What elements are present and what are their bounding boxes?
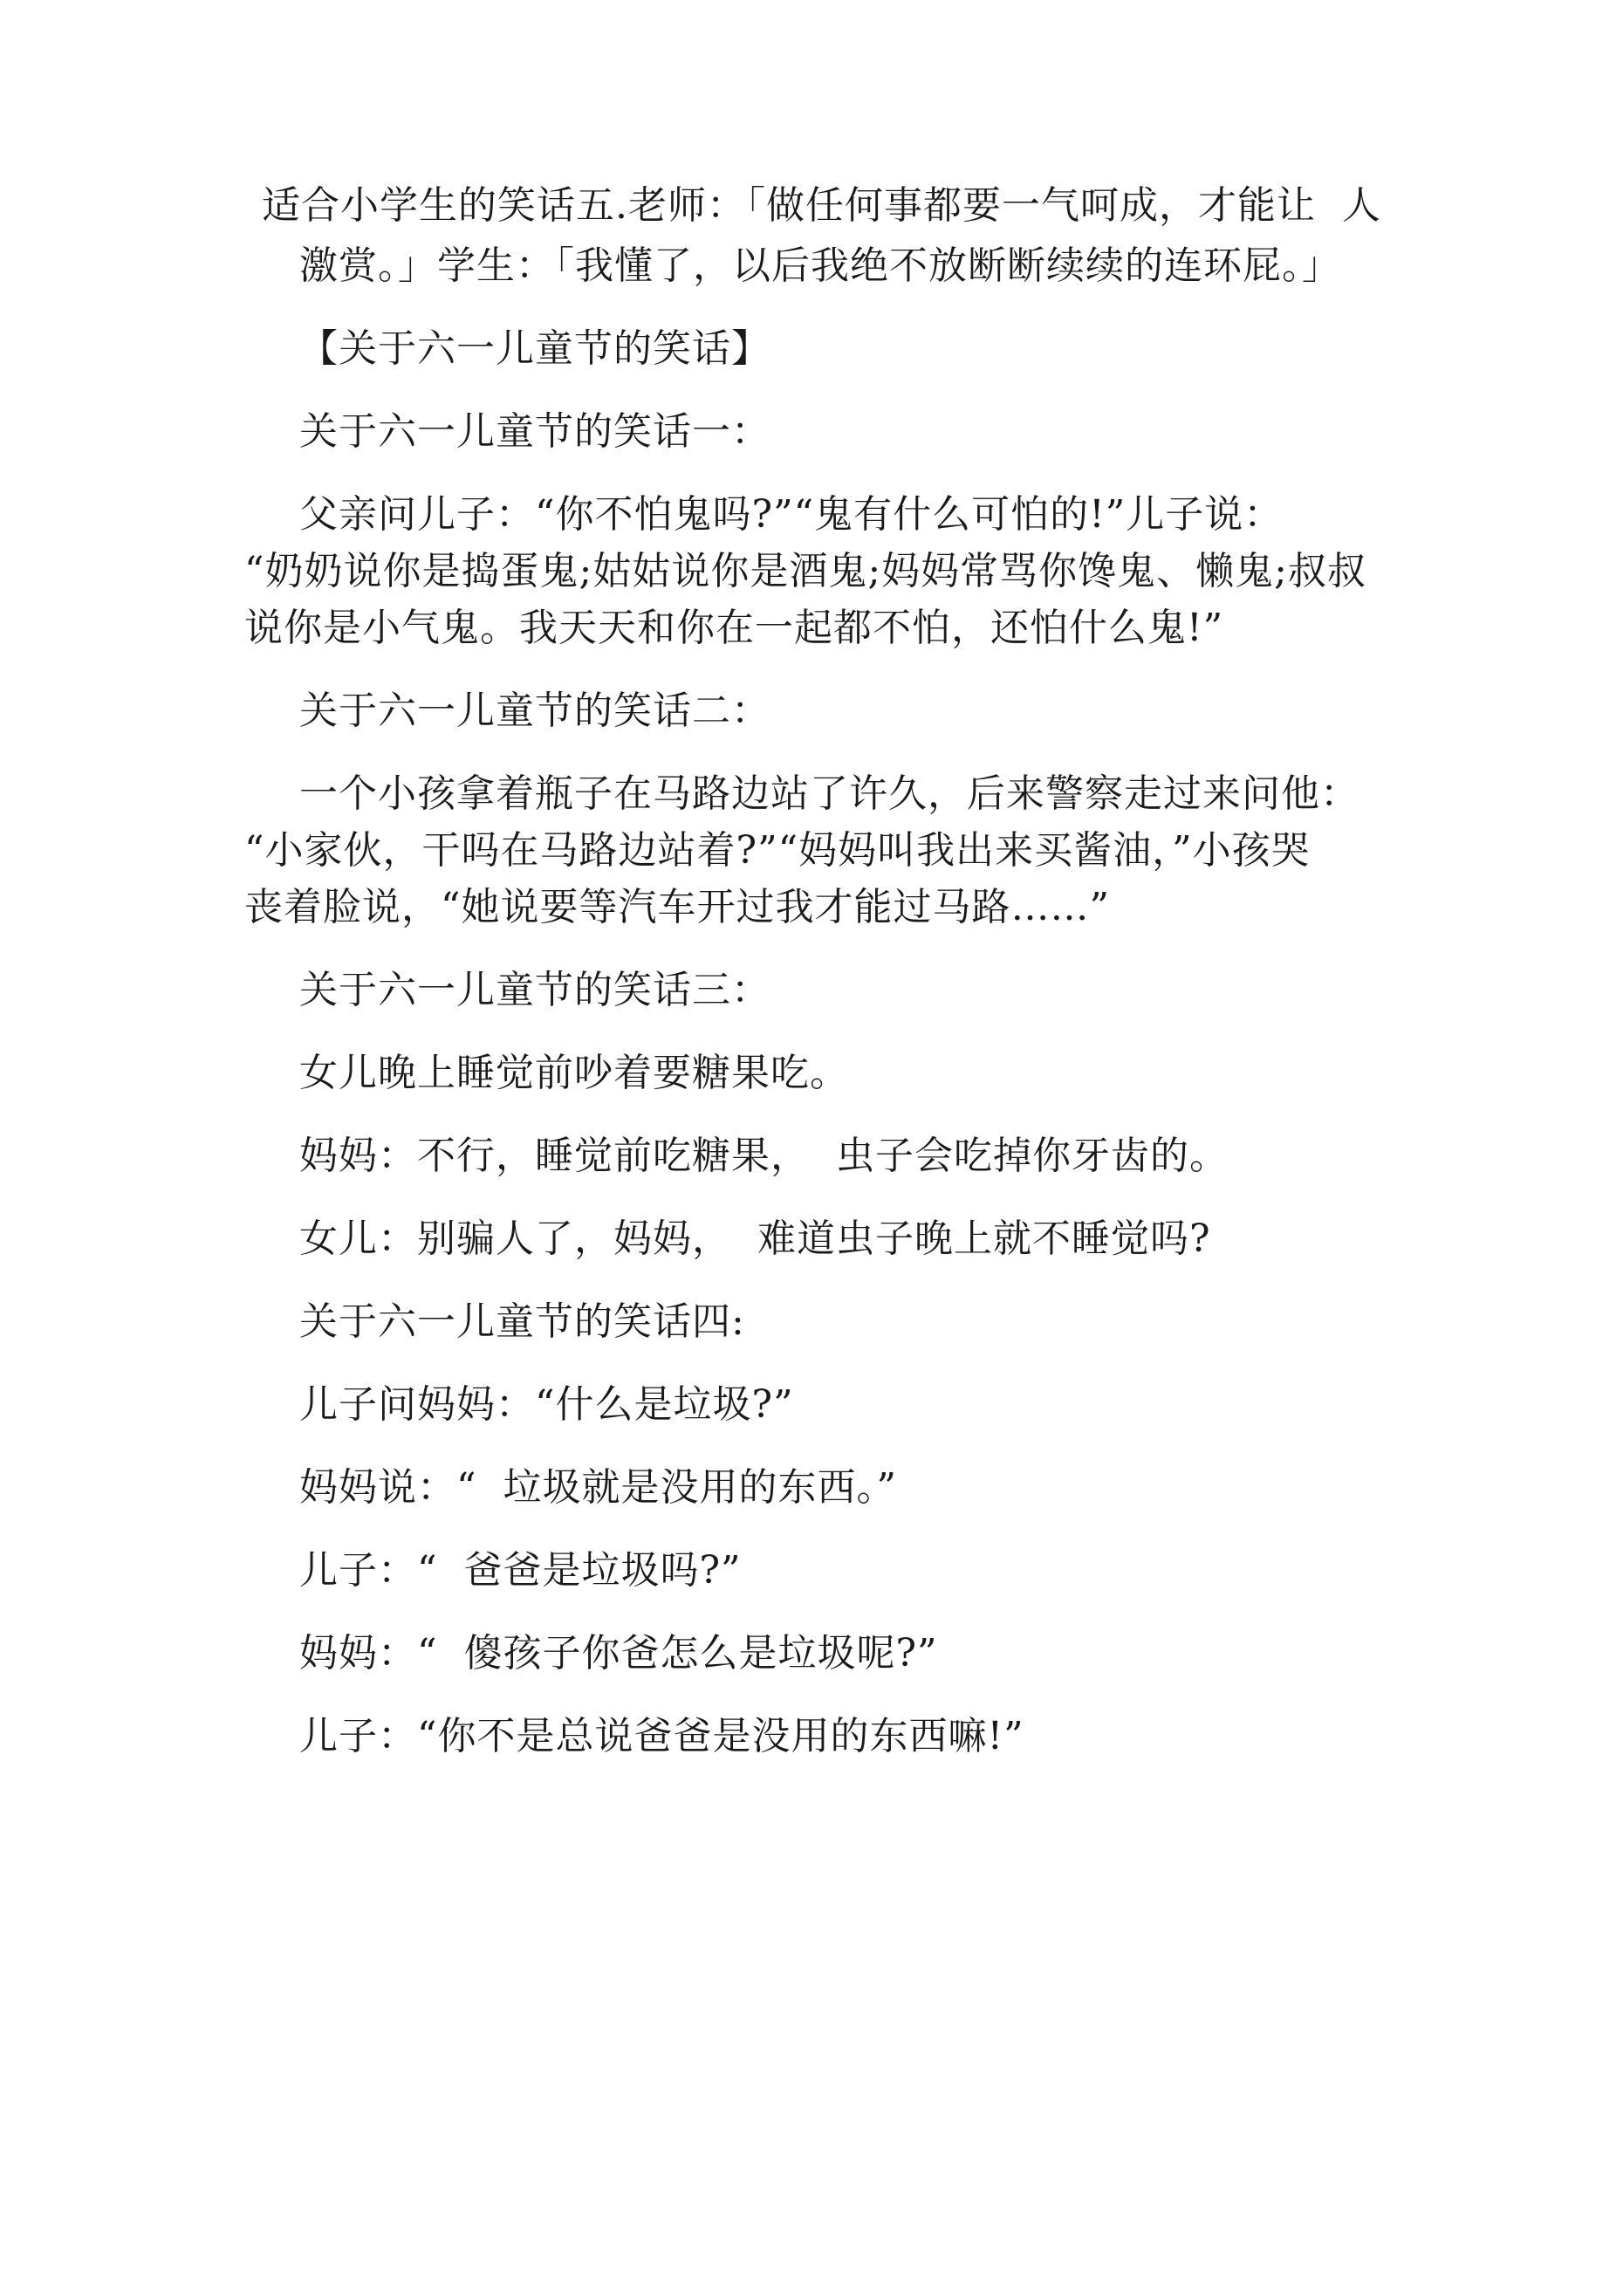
- text-line-18: 妈妈说：“ 垃圾就是没用的东西。”: [299, 1465, 897, 1510]
- joke-heading-4: 关于六一儿童节的笑话四:: [299, 1299, 745, 1344]
- text-line-7: 说你是小气鬼。我天天和你在一起都不怕，还怕什么鬼!”: [244, 606, 1224, 650]
- text-line-10: “小家伙，干吗在马路边站着?”“妈妈叫我出来买酱油，”小孩哭: [244, 828, 1311, 873]
- text-line-6: “奶奶说你是捣蛋鬼;姑姑说你是酒鬼;妈妈常骂你馋鬼、懒鬼;叔叔: [244, 549, 1366, 593]
- section-heading: 【关于六一儿童节的笑话】: [299, 326, 770, 371]
- text-line-2: 激赏。」学生：「我懂了，以后我绝不放断断续续的连环屁。」: [299, 243, 1341, 288]
- joke-heading-2: 关于六一儿童节的笑话二：: [299, 689, 770, 733]
- text-line-11: 丧着脸说，“她说要等汽车开过我才能过马路……”: [244, 885, 1110, 929]
- text-line-9: 一个小孩拿着瓶子在马路边站了许久，后来警察走过来问他：: [299, 771, 1359, 816]
- joke-heading-3: 关于六一儿童节的笑话三：: [299, 968, 770, 1012]
- joke-heading-1: 关于六一儿童节的笑话一：: [299, 409, 770, 454]
- text-line-5: 父亲问儿子：“你不怕鬼吗?”“鬼有什么可怕的!”儿子说：: [299, 492, 1284, 537]
- text-line-21: 儿子：“你不是总说爸爸是没用的东西嘛!”: [299, 1714, 1024, 1758]
- text-line-19: 儿子：“ 爸爸是垃圾吗?”: [299, 1548, 742, 1593]
- text-line-13: 女儿晚上睡觉前吵着要糖果吃。: [299, 1051, 849, 1095]
- text-line-20: 妈妈：“ 傻孩子你爸怎么是垃圾呢?”: [299, 1631, 938, 1676]
- text-line-14: 妈妈：不行，睡觉前吃糖果， 虫子会吃掉你牙齿的。: [299, 1134, 1229, 1178]
- text-line-15: 女儿：别骗人了，妈妈， 难道虫子晚上就不睡觉吗?: [299, 1217, 1211, 1261]
- text-line-17: 儿子问妈妈：“什么是垃圾?”: [299, 1382, 794, 1427]
- text-line-1: 适合小学生的笑话五.老师：「做任何事都要一气呵成，才能让 人: [262, 183, 1381, 228]
